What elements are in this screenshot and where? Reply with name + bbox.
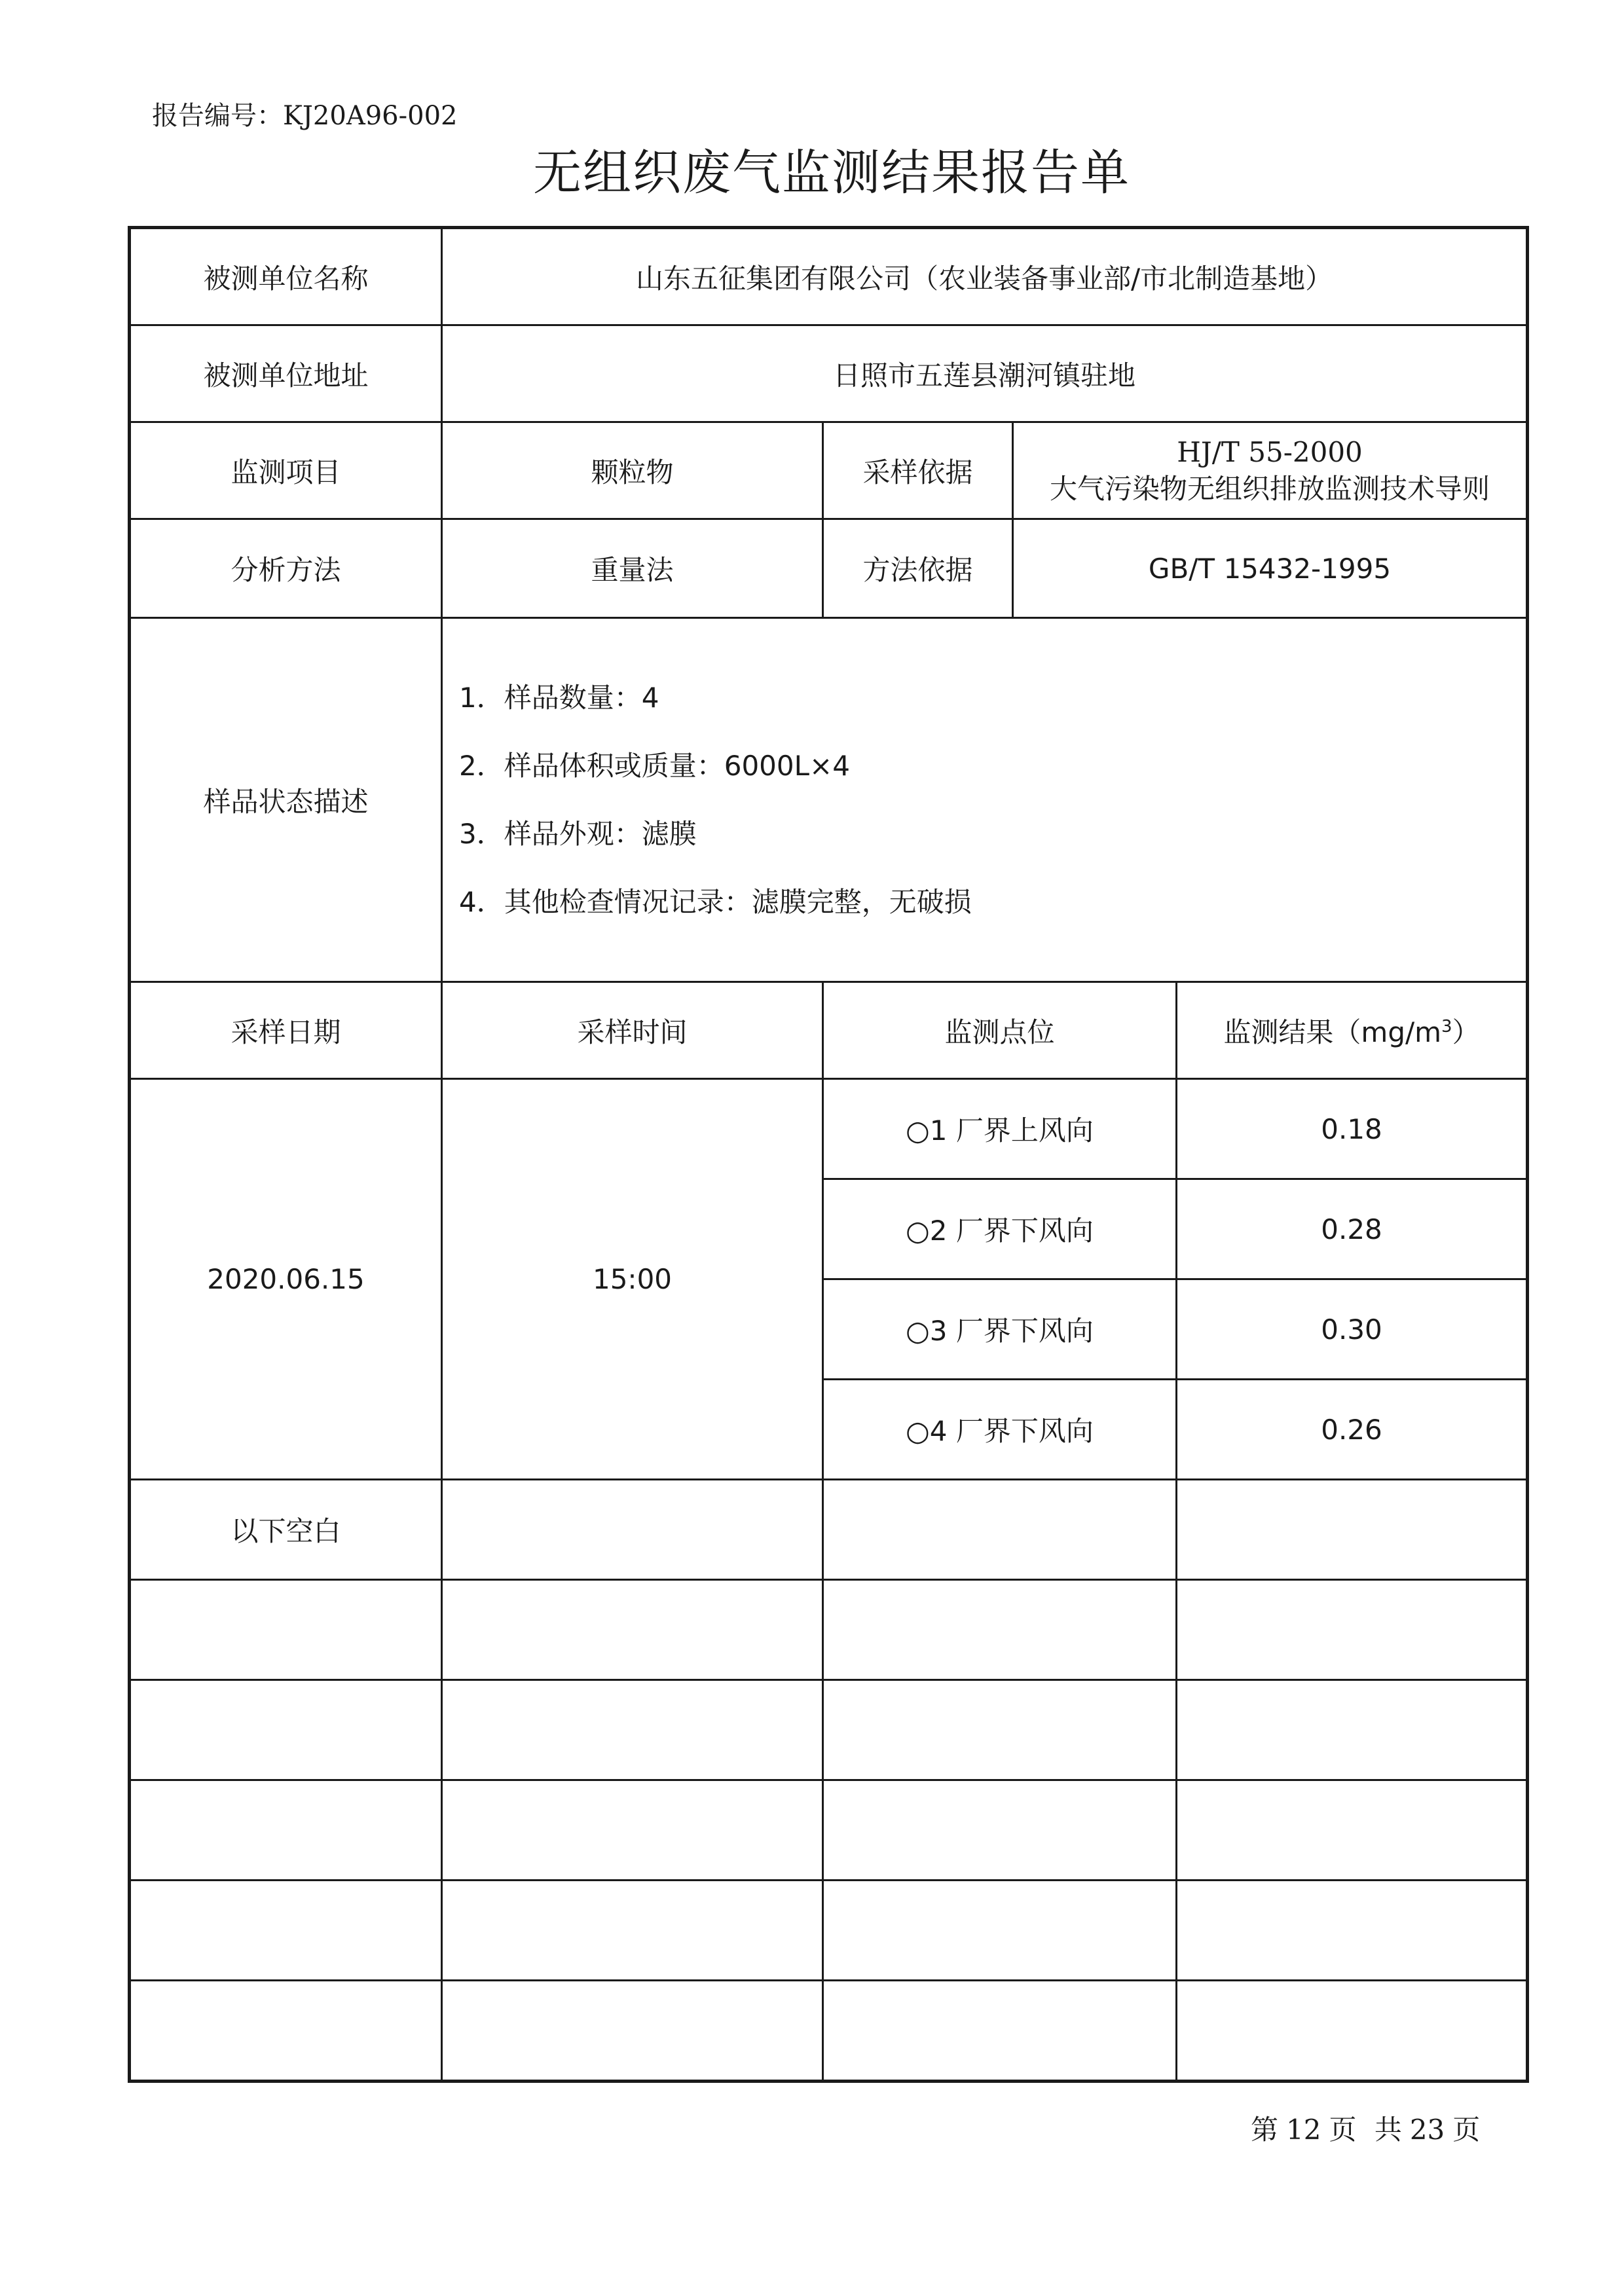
empty-cell bbox=[442, 1480, 823, 1580]
monitoring-result-value: 0.28 bbox=[1177, 1179, 1528, 1279]
header-monitoring-point: 监测点位 bbox=[823, 982, 1177, 1079]
empty-row bbox=[130, 1780, 1528, 1881]
empty-cell bbox=[130, 1580, 442, 1680]
report-number bbox=[152, 95, 457, 132]
empty-cell bbox=[442, 1580, 823, 1680]
empty-cell bbox=[130, 1981, 442, 2082]
sample-description-line: 2．样品体积或质量：6000L×4 bbox=[459, 749, 850, 782]
empty-cell bbox=[1177, 1881, 1528, 1981]
analysis-method-value: 重量法 bbox=[442, 519, 823, 618]
sample-description-line: 1．样品数量：4 bbox=[459, 681, 659, 714]
empty-cell bbox=[1177, 1480, 1528, 1580]
method-basis-value: GB/T 15432-1995 bbox=[1013, 519, 1528, 618]
monitoring-point-value: ○2 厂界下风向 bbox=[823, 1179, 1177, 1279]
empty-row bbox=[130, 1580, 1528, 1680]
header-result-close: ） bbox=[1452, 1016, 1480, 1048]
unit-address-label: 被测单位地址 bbox=[130, 325, 442, 422]
sampling-basis-label: 采样依据 bbox=[823, 422, 1013, 519]
report-number-value: KJ20A96-002 bbox=[283, 101, 458, 131]
monitoring-result-value: 0.26 bbox=[1177, 1380, 1528, 1480]
unit-address-row bbox=[130, 325, 1528, 422]
header-sampling-date: 采样日期 bbox=[130, 982, 442, 1079]
page-suffix: 页 bbox=[1452, 2114, 1481, 2146]
page-total: 23 bbox=[1409, 2114, 1445, 2146]
report-table bbox=[128, 226, 1529, 2083]
monitoring-item-row bbox=[130, 422, 1528, 519]
header-result-sup: 3 bbox=[1441, 1016, 1452, 1037]
blank-note: 以下空白 bbox=[130, 1480, 442, 1580]
empty-cell bbox=[823, 1780, 1177, 1881]
header-sampling-time: 采样时间 bbox=[442, 982, 823, 1079]
page-mid: 页 共 bbox=[1329, 2114, 1402, 2146]
sampling-basis-value bbox=[1013, 422, 1528, 519]
empty-cell bbox=[823, 1881, 1177, 1981]
sample-description-line: 4．其他检查情况记录：滤膜完整，无破损 bbox=[459, 885, 972, 918]
empty-cell bbox=[823, 1480, 1177, 1580]
unit-name-label: 被测单位名称 bbox=[130, 228, 442, 325]
monitoring-result-value: 0.30 bbox=[1177, 1279, 1528, 1380]
sampling-date-value: 2020.06.15 bbox=[130, 1079, 442, 1480]
header-monitoring-result bbox=[1177, 982, 1528, 1079]
unit-name-value: 山东五征集团有限公司（农业装备事业部/市北制造基地） bbox=[442, 228, 1528, 325]
unit-name-row bbox=[130, 228, 1528, 325]
sample-description-list bbox=[442, 618, 1528, 982]
monitoring-point-value: ○3 厂界下风向 bbox=[823, 1279, 1177, 1380]
analysis-method-label: 分析方法 bbox=[130, 519, 442, 618]
empty-cell bbox=[823, 1981, 1177, 2082]
monitoring-point-value: ○4 厂界下风向 bbox=[823, 1380, 1177, 1480]
sample-description-line: 3．样品外观：滤膜 bbox=[459, 817, 697, 850]
results-header-row bbox=[130, 982, 1528, 1079]
empty-cell bbox=[1177, 1981, 1528, 2082]
empty-cell bbox=[1177, 1580, 1528, 1680]
monitoring-point-value: ○1 厂界上风向 bbox=[823, 1079, 1177, 1179]
empty-cell bbox=[442, 1881, 823, 1981]
empty-cell bbox=[442, 1780, 823, 1881]
empty-cell bbox=[442, 1981, 823, 2082]
empty-cell bbox=[823, 1580, 1177, 1680]
sampling-basis-code: HJ/T 55-2000 bbox=[1177, 435, 1363, 468]
unit-address-value: 日照市五莲县潮河镇驻地 bbox=[442, 325, 1528, 422]
header-result-text: 监测结果（mg/m bbox=[1223, 1016, 1442, 1048]
sample-description-row bbox=[130, 618, 1528, 982]
sampling-time-value: 15:00 bbox=[442, 1079, 823, 1480]
empty-cell bbox=[130, 1680, 442, 1780]
monitoring-item-label: 监测项目 bbox=[130, 422, 442, 519]
table-row bbox=[130, 1079, 1528, 1179]
empty-cell bbox=[823, 1680, 1177, 1780]
empty-row bbox=[130, 1881, 1528, 1981]
blank-note-row bbox=[130, 1480, 1528, 1580]
page-number bbox=[1251, 2108, 1488, 2148]
empty-cell bbox=[1177, 1780, 1528, 1881]
page-prefix: 第 bbox=[1251, 2114, 1279, 2146]
sample-description-label: 样品状态描述 bbox=[130, 618, 442, 982]
empty-cell bbox=[442, 1680, 823, 1780]
empty-row bbox=[130, 1680, 1528, 1780]
document-title: 无组织废气监测结果报告单 bbox=[533, 145, 1130, 201]
page-current: 12 bbox=[1286, 2114, 1321, 2146]
sampling-basis-name: 大气污染物无组织排放监测技术导则 bbox=[1050, 472, 1490, 505]
empty-row bbox=[130, 1981, 1528, 2082]
monitoring-item-value: 颗粒物 bbox=[442, 422, 823, 519]
empty-cell bbox=[130, 1881, 442, 1981]
monitoring-result-value: 0.18 bbox=[1177, 1079, 1528, 1179]
empty-cell bbox=[130, 1780, 442, 1881]
empty-cell bbox=[1177, 1680, 1528, 1780]
report-number-label: 报告编号： bbox=[152, 101, 283, 131]
analysis-method-row bbox=[130, 519, 1528, 618]
method-basis-label: 方法依据 bbox=[823, 519, 1013, 618]
